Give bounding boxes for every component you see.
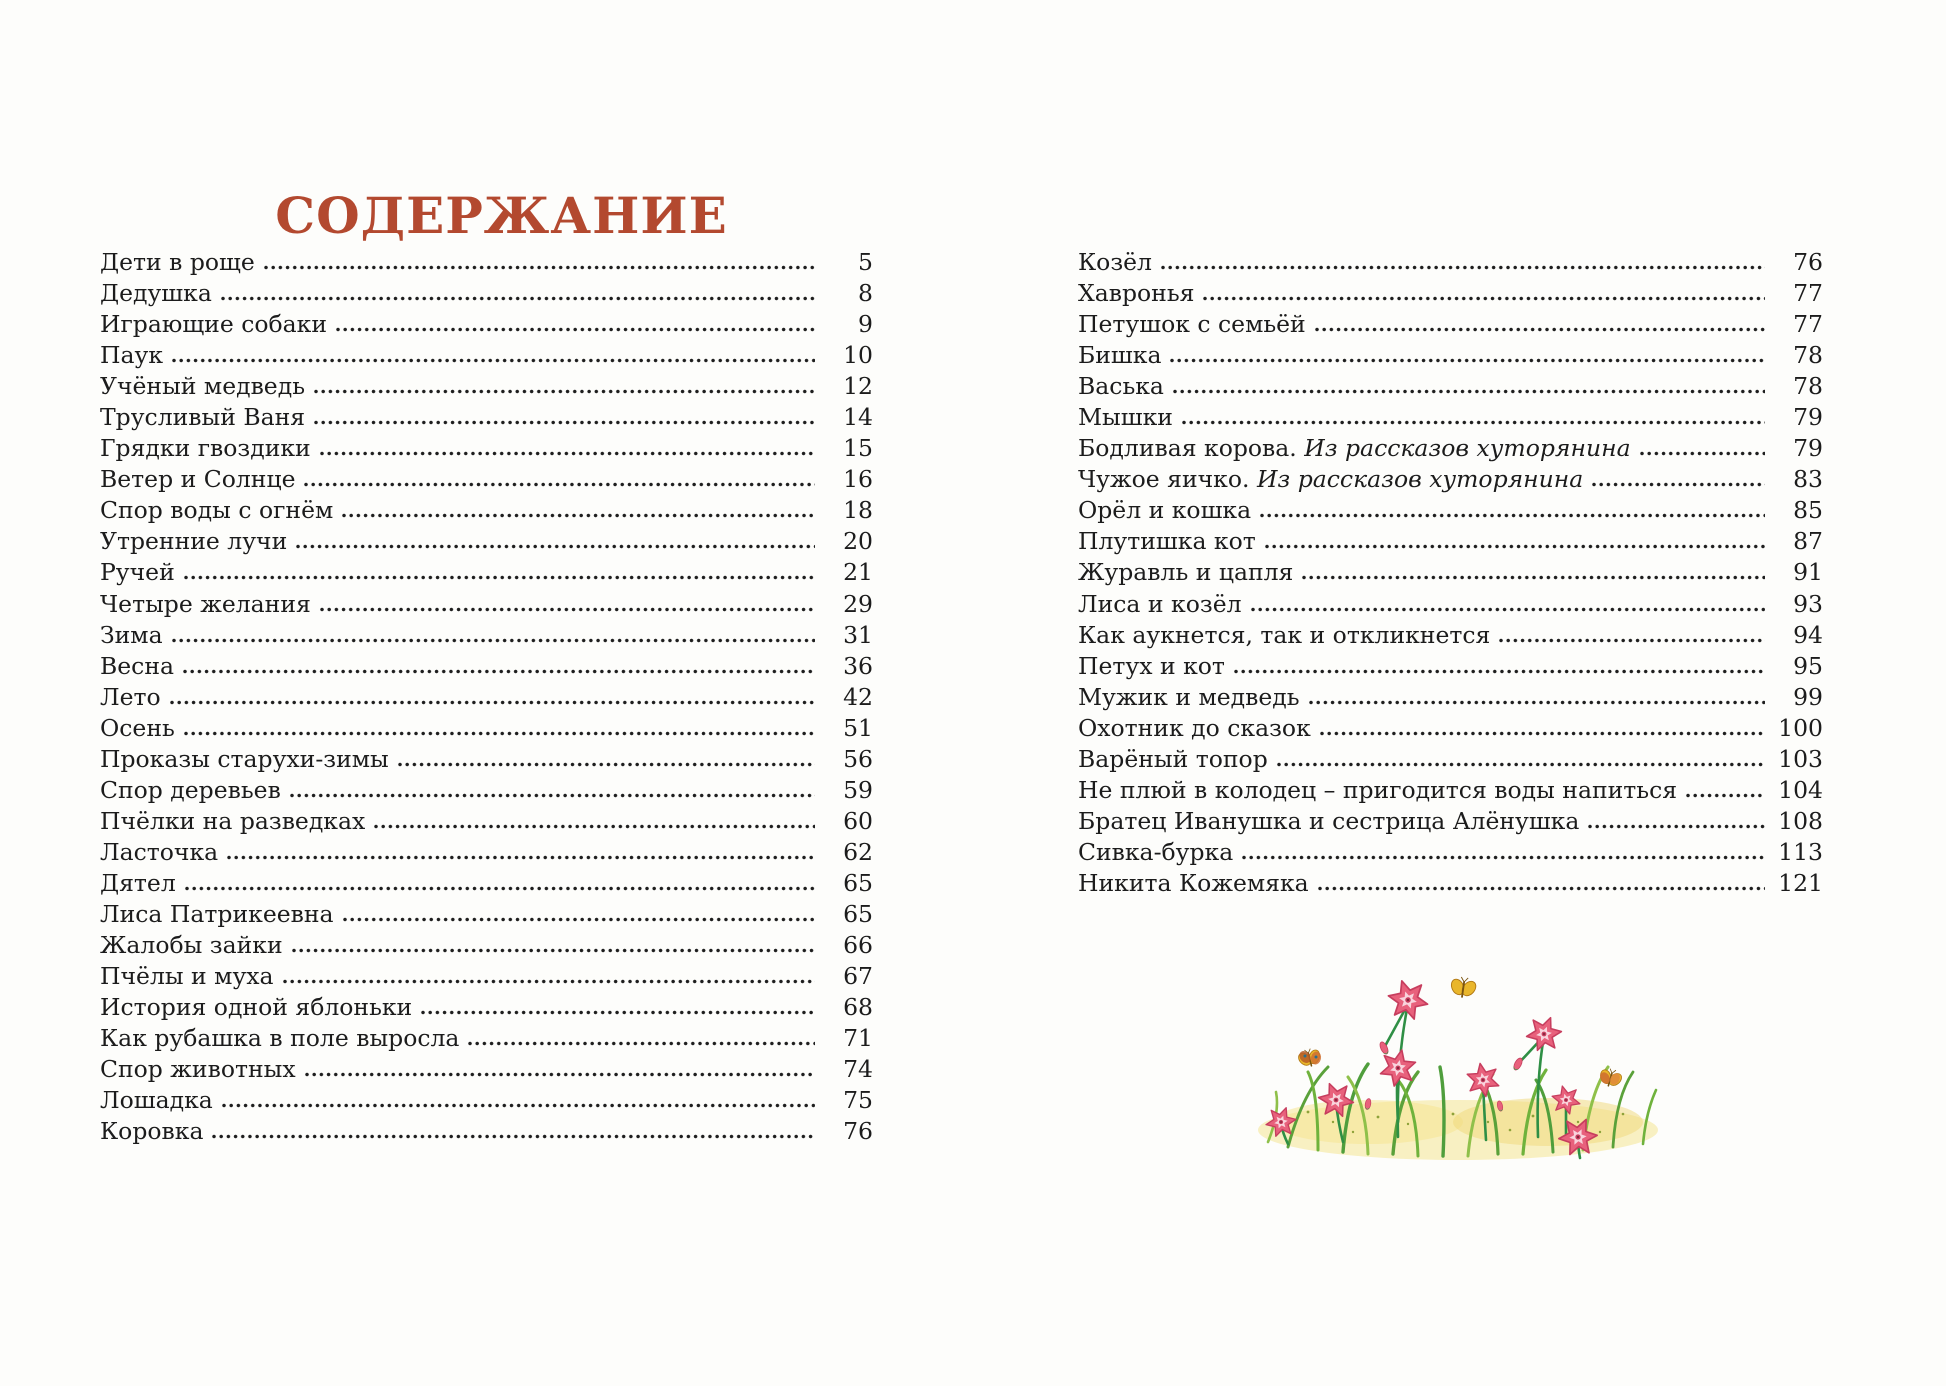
toc-entry [100, 682, 873, 713]
toc-entry [1078, 278, 1823, 309]
toc-entry-page: 36 [843, 651, 873, 680]
toc-entry-page: 79 [1793, 403, 1823, 432]
toc-entry-title: Ласточка [100, 837, 219, 866]
dot-leader [170, 700, 815, 705]
dot-leader [1170, 358, 1765, 363]
dot-leader [1265, 544, 1765, 549]
toc-entry [1078, 402, 1823, 433]
toc-entry [100, 651, 873, 682]
toc-entry-page: 12 [843, 372, 873, 401]
toc-entry [100, 713, 873, 744]
toc-entry-title: Ветер и Солнце [100, 465, 296, 494]
dot-leader [1161, 265, 1765, 270]
toc-entry-title: Паук [100, 341, 164, 370]
dot-leader [1588, 824, 1765, 829]
toc-entry [100, 992, 873, 1023]
dot-leader [1309, 700, 1765, 705]
toc-entry-title: Пчёлы и муха [100, 962, 274, 991]
toc-column-right [1078, 247, 1823, 899]
dot-leader [342, 513, 815, 518]
toc-entry-title: Учёный медведь [100, 372, 305, 401]
toc-entry [1078, 744, 1823, 775]
toc-entry [1078, 806, 1823, 837]
dot-leader [1242, 855, 1765, 860]
toc-entry-page: 29 [843, 589, 873, 618]
toc-entry-title: Лето [100, 682, 161, 711]
dot-leader [320, 451, 815, 456]
toc-entry-page: 103 [1778, 744, 1823, 773]
toc-entry [1078, 247, 1823, 278]
toc-entry-page: 65 [843, 899, 873, 928]
toc-entry-title: Дедушка [100, 279, 212, 308]
toc-entry-subtitle-italic: Из рассказов хуторянина [1296, 434, 1631, 463]
toc-entry-page: 60 [843, 806, 873, 835]
toc-entry-page: 87 [1793, 527, 1823, 556]
toc-entry-title: Утренние лучи [100, 527, 288, 556]
toc-entry-page: 59 [843, 775, 873, 804]
toc-entry [1078, 651, 1823, 682]
toc-entry [1078, 589, 1823, 620]
toc-entry-page: 42 [843, 682, 873, 711]
page-title: СОДЕРЖАНИЕ [275, 185, 728, 245]
dot-leader [314, 420, 815, 425]
toc-entry [1078, 495, 1823, 526]
toc-entry-title: Осень [100, 713, 175, 742]
toc-entry-page: 15 [843, 434, 873, 463]
toc-entry-title: Проказы старухи-зимы [100, 744, 389, 773]
dot-leader [1686, 793, 1765, 798]
dot-leader [1315, 327, 1765, 332]
toc-entry [100, 495, 873, 526]
toc-entry-title: Мышки [1078, 403, 1173, 432]
dot-leader [1640, 451, 1765, 456]
dot-leader [1318, 886, 1765, 891]
toc-entry [100, 278, 873, 309]
toc-entry [1078, 464, 1823, 495]
toc-entry-page: 5 [858, 248, 873, 276]
toc-entry-page: 74 [843, 1055, 873, 1084]
dot-leader [221, 296, 815, 301]
toc-entry [100, 557, 873, 588]
dot-leader [305, 1072, 815, 1077]
dot-leader [172, 358, 815, 363]
toc-entry-page: 78 [1793, 341, 1823, 370]
toc-entry-page: 10 [843, 341, 873, 370]
toc-entry [1078, 713, 1823, 744]
toc-entry [1078, 775, 1823, 806]
toc-entry-title: Васька [1078, 372, 1164, 401]
toc-entry-title: Зима [100, 620, 163, 649]
dot-leader [374, 824, 815, 829]
toc-entry-title: Мужик и медведь [1078, 682, 1300, 711]
toc-entry [1078, 837, 1823, 868]
dot-leader [468, 1041, 815, 1046]
toc-entry-page: 94 [1793, 620, 1823, 649]
toc-entry-title: Четыре желания [100, 589, 311, 618]
dot-leader [1260, 513, 1765, 518]
toc-entry-page: 104 [1778, 775, 1823, 804]
toc-entry [100, 837, 873, 868]
dot-leader [1251, 607, 1765, 612]
toc-entry-page: 67 [843, 962, 873, 991]
dot-leader [292, 948, 815, 953]
toc-entry-page: 76 [843, 1117, 873, 1146]
dot-leader [304, 482, 815, 487]
toc-entry-page: 77 [1793, 310, 1823, 339]
toc-entry-title: Лошадка [100, 1086, 213, 1115]
toc-entry [100, 1116, 873, 1147]
toc-entry [1078, 433, 1823, 464]
toc-entry-title: Спор деревьев [100, 775, 281, 804]
toc-entry-page: 100 [1778, 713, 1823, 742]
toc-entry-page: 68 [843, 993, 873, 1022]
toc-entry-title: Трусливый Ваня [100, 403, 306, 432]
dot-leader [336, 327, 815, 332]
toc-entry [100, 1085, 873, 1116]
toc-entry-page: 108 [1778, 806, 1823, 835]
toc-entry [1078, 557, 1823, 588]
toc-entry-title: Спор воды с огнём [100, 496, 334, 525]
toc-entry-title: Орёл и кошка [1078, 496, 1252, 525]
dot-leader [1203, 296, 1765, 301]
toc-entry-page: 66 [843, 931, 873, 960]
dot-leader [227, 855, 815, 860]
toc-entry-title: Дети в роще [100, 248, 255, 276]
toc-entry-page: 83 [1793, 465, 1823, 494]
dot-leader [283, 979, 815, 984]
toc-entry-page: 95 [1793, 651, 1823, 680]
toc-entry [100, 1023, 873, 1054]
toc-entry-page: 99 [1793, 682, 1823, 711]
toc-entry-title: Журавль и цапля [1078, 558, 1294, 587]
dot-leader [296, 544, 815, 549]
toc-entry-title: Пчёлки на разведках [100, 806, 366, 835]
toc-entry-page: 20 [843, 527, 873, 556]
toc-entry-title: Варёный топор [1078, 744, 1268, 773]
toc-entry-title: Хавронья [1078, 279, 1195, 308]
toc-entry [1078, 868, 1823, 899]
dot-leader [1182, 420, 1765, 425]
toc-entry [100, 526, 873, 557]
toc-entry-page: 91 [1793, 558, 1823, 587]
dot-leader [172, 638, 815, 643]
toc-entry-title: История одной яблоньки [100, 993, 413, 1022]
toc-entry-page: 31 [843, 620, 873, 649]
toc-entry-title: Петух и кот [1078, 651, 1225, 680]
dot-leader [1320, 731, 1765, 736]
toc-entry-page: 16 [843, 465, 873, 494]
dot-leader [184, 731, 815, 736]
toc-entry-page: 78 [1793, 372, 1823, 401]
dot-leader [1499, 638, 1765, 643]
toc-entry-page: 56 [843, 744, 873, 773]
dot-leader [1302, 575, 1765, 580]
toc-entry-title: Охотник до сказок [1078, 713, 1311, 742]
toc-entry-title: Спор животных [100, 1055, 296, 1084]
dot-leader [1592, 482, 1765, 487]
toc-entry-page: 113 [1778, 837, 1823, 866]
toc-entry [100, 433, 873, 464]
toc-entry-title: Играющие собаки [100, 310, 328, 339]
toc-entry [100, 1054, 873, 1085]
toc-entry-page: 9 [858, 310, 873, 339]
toc-entry [100, 961, 873, 992]
toc-entry-title: Петушок с семьёй [1078, 310, 1306, 339]
dot-leader [398, 762, 815, 767]
dot-leader [320, 607, 815, 612]
dot-leader [314, 389, 815, 394]
toc-entry-page: 77 [1793, 279, 1823, 308]
toc-entry [1078, 371, 1823, 402]
dot-leader [264, 265, 815, 270]
toc-entry-title: Сивка-бурка [1078, 837, 1234, 866]
toc-entry-title: Бодливая корова. Из рассказов хуторянина [1078, 434, 1631, 463]
toc-entry [100, 775, 873, 806]
toc-entry-title: Весна [100, 651, 175, 680]
dot-leader [185, 886, 815, 891]
dot-leader [212, 1134, 815, 1139]
toc-entry [100, 899, 873, 930]
toc-entry [1078, 682, 1823, 713]
dot-leader [183, 669, 815, 674]
toc-entry-title: Плутишка кот [1078, 527, 1256, 556]
toc-entry [100, 744, 873, 775]
toc-entry-page: 51 [843, 713, 873, 742]
dot-leader [290, 793, 815, 798]
toc-entry-page: 21 [843, 558, 873, 587]
toc-entry-title: Как аукнется, так и откликнется [1078, 620, 1491, 649]
butterfly-yellow-icon [1447, 975, 1479, 999]
toc-entry-title: Лиса Патрикеевна [100, 899, 334, 928]
toc-entry-title: Козёл [1078, 248, 1152, 276]
carnations-illustration [1248, 972, 1668, 1172]
dot-leader [343, 917, 815, 922]
toc-entry-title: Бишка [1078, 341, 1162, 370]
toc-entry-title: Жалобы зайки [100, 931, 283, 960]
toc-entry-title: Грядки гвоздики [100, 434, 311, 463]
toc-entry [1078, 620, 1823, 651]
toc-entry-title: Не плюй в колодец – пригодится воды напиться [1078, 775, 1678, 804]
toc-entry [100, 402, 873, 433]
toc-entry-title: Ручей [100, 558, 175, 587]
toc-entry-page: 65 [843, 868, 873, 897]
dot-leader [421, 1010, 815, 1015]
toc-entry-title: Дятел [100, 868, 176, 897]
dot-leader [1173, 389, 1765, 394]
dot-leader [1234, 669, 1765, 674]
toc-entry-title: Братец Иванушка и сестрица Алёнушка [1078, 806, 1580, 835]
toc-column-left [100, 247, 873, 1147]
toc-entry-title: Как рубашка в поле выросла [100, 1024, 460, 1053]
toc-entry [100, 340, 873, 371]
toc-entry-title: Никита Кожемяка [1078, 868, 1309, 897]
toc-entry-page: 93 [1793, 589, 1823, 618]
toc-entry-page: 79 [1793, 434, 1823, 463]
toc-entry-page: 85 [1793, 496, 1823, 525]
toc-entry [100, 589, 873, 620]
toc-entry-page: 75 [843, 1086, 873, 1115]
dot-leader [222, 1103, 815, 1108]
toc-entry [100, 806, 873, 837]
toc-entry [100, 930, 873, 961]
toc-entry-subtitle-italic: Из рассказов хуторянина [1249, 465, 1584, 494]
toc-entry [100, 247, 873, 278]
toc-entry-page: 62 [843, 837, 873, 866]
toc-entry [100, 309, 873, 340]
toc-entry [1078, 526, 1823, 557]
toc-entry-page: 121 [1778, 868, 1823, 897]
toc-entry-title: Лиса и козёл [1078, 589, 1242, 618]
toc-entry-title: Чужое яичко. Из рассказов хуторянина [1078, 465, 1584, 494]
dot-leader [184, 575, 815, 580]
toc-entry-page: 8 [858, 279, 873, 308]
butterfly-orange-left-icon [1295, 1046, 1324, 1069]
toc-entry [1078, 340, 1823, 371]
toc-entry [100, 371, 873, 402]
toc-entry [100, 868, 873, 899]
toc-entry [1078, 309, 1823, 340]
toc-entry-page: 18 [843, 496, 873, 525]
toc-entry-title: Коровка [100, 1117, 204, 1146]
toc-entry-page: 76 [1793, 248, 1823, 276]
toc-entry-page: 71 [843, 1024, 873, 1053]
toc-entry-page: 14 [843, 403, 873, 432]
toc-entry [100, 464, 873, 495]
toc-entry [100, 620, 873, 651]
dot-leader [1277, 762, 1765, 767]
